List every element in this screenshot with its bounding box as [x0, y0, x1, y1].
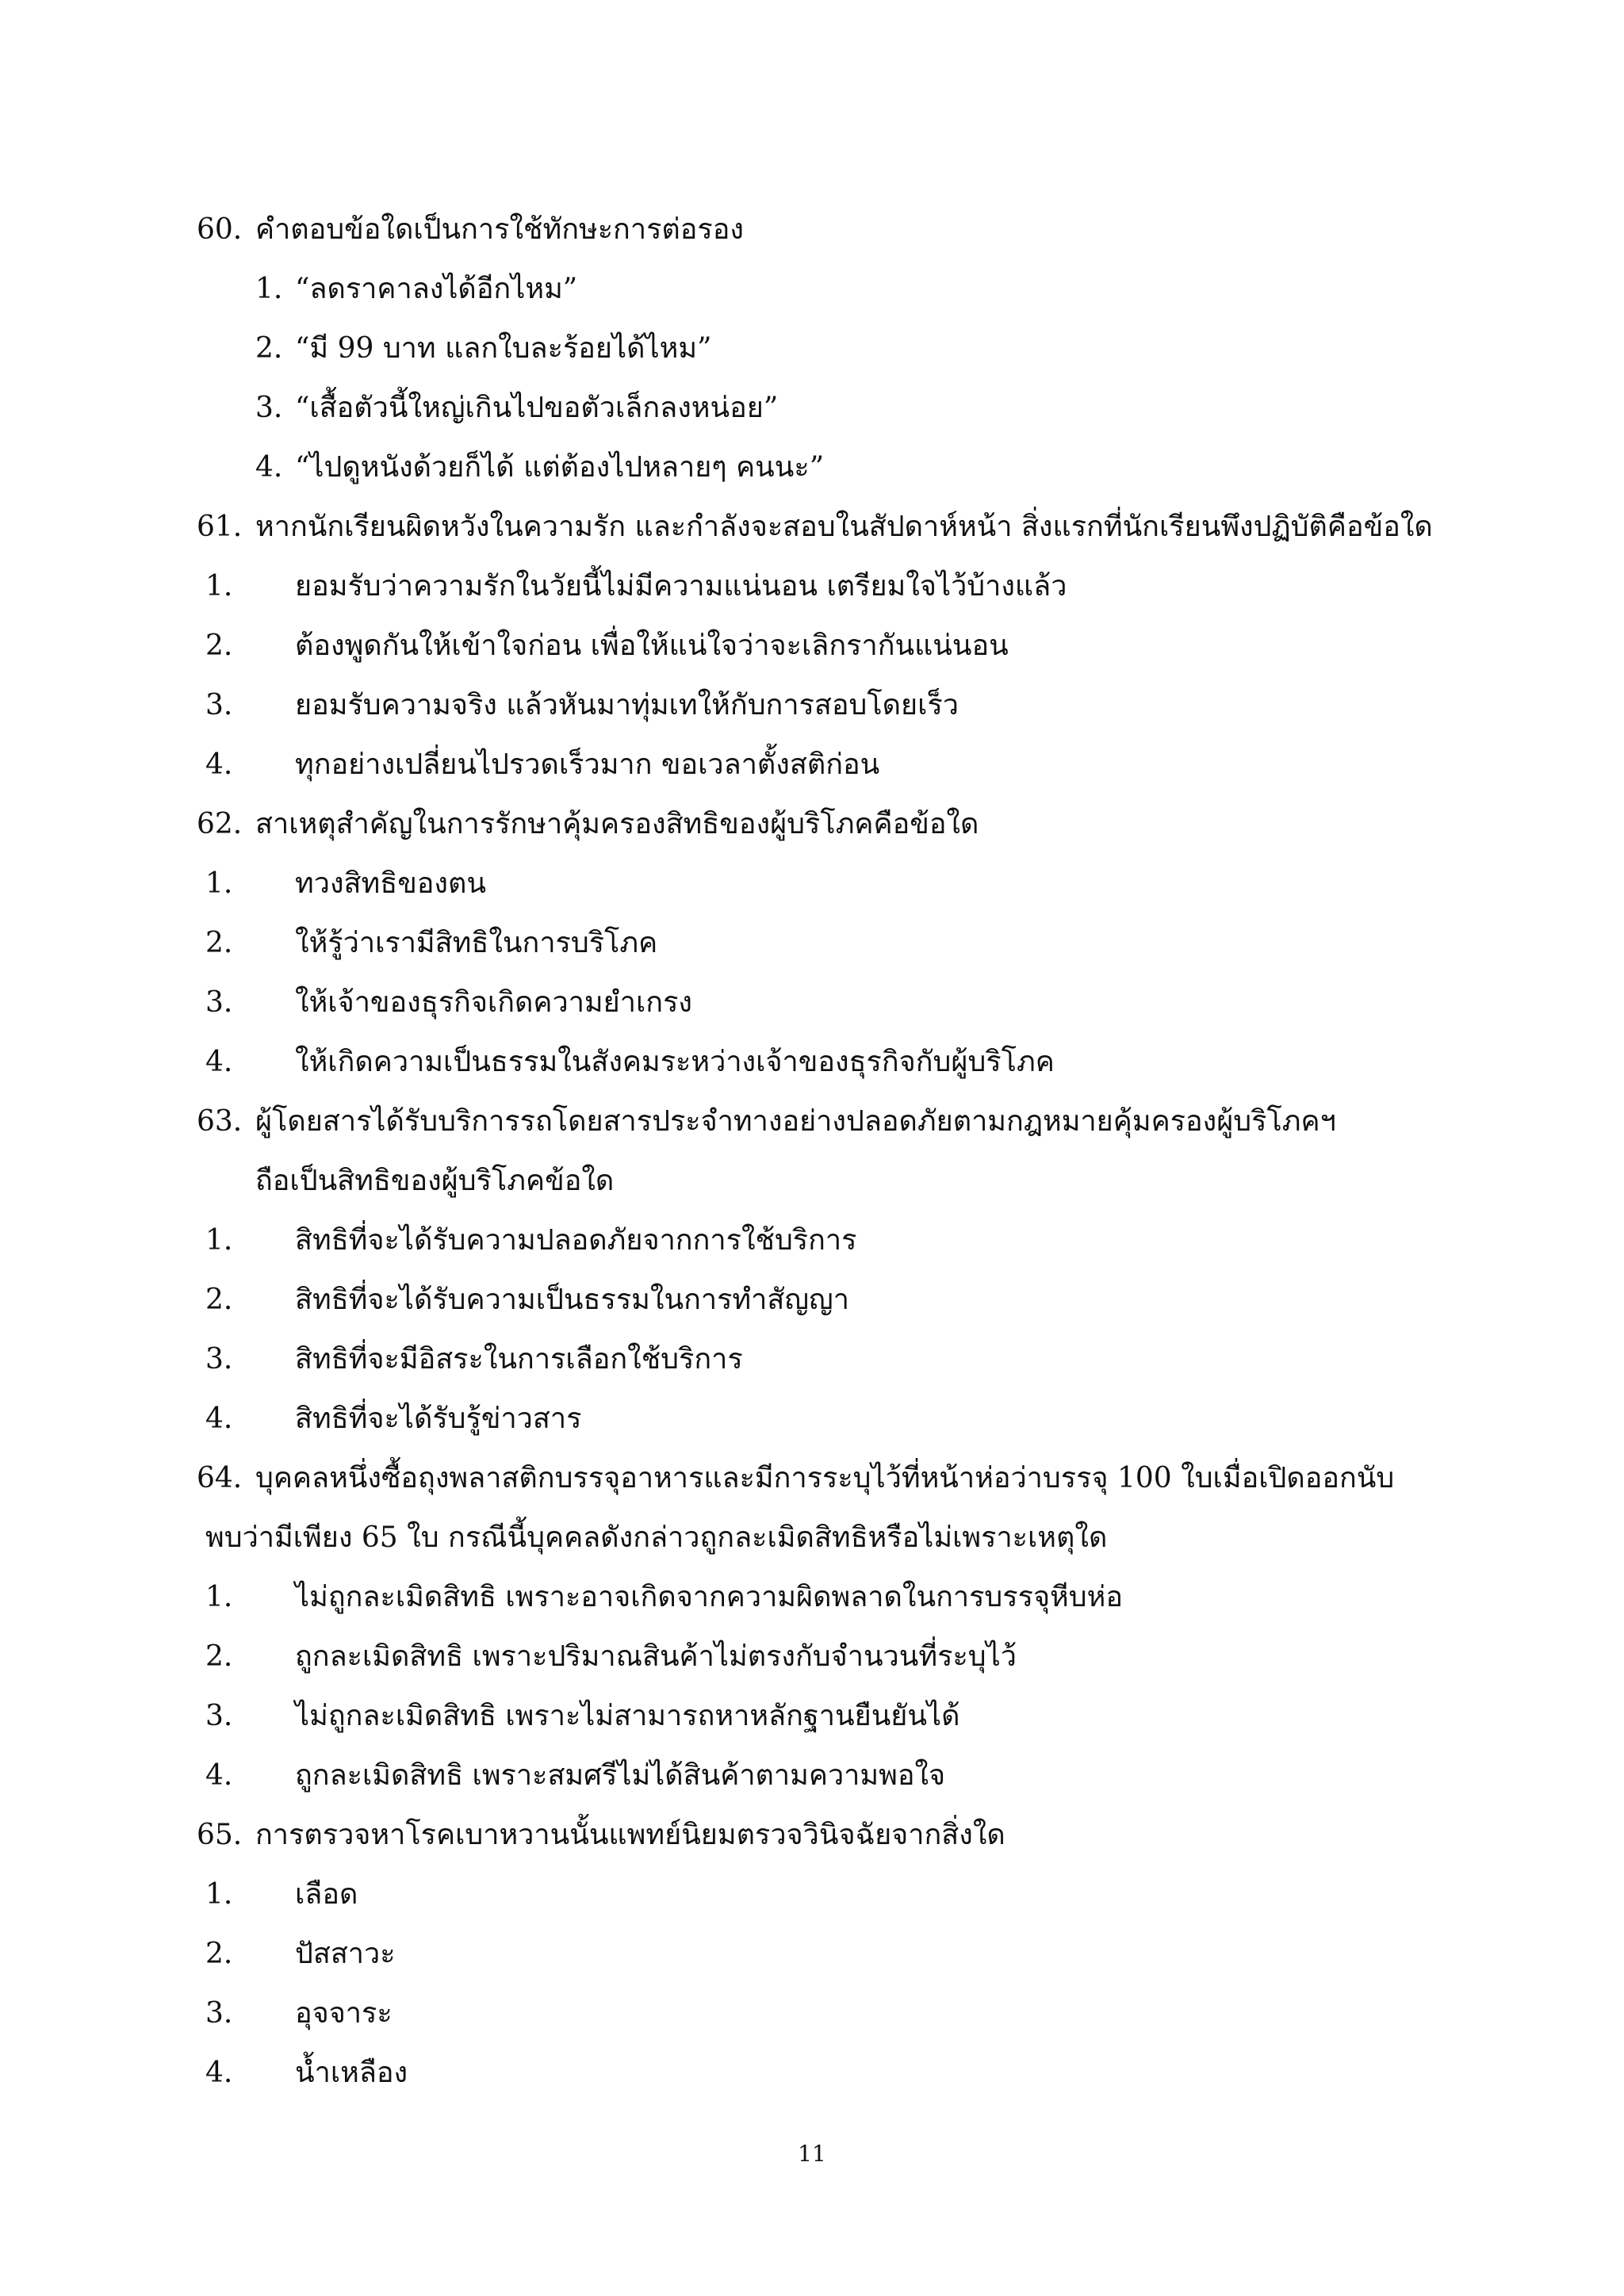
option-number: 4. [205, 1402, 233, 1435]
option-text: ถูกละเมิดสิทธิ เพราะสมศรีไม่ได้สินค้าตามความพอใจ [295, 1759, 946, 1792]
option-number: 4. [205, 1046, 233, 1078]
option-text: ยอมรับว่าความรักในวัยนี้ไม่มีความแน่นอน เตรียมใจไว้บ้างแล้ว [295, 570, 1067, 603]
question-number: 60. [197, 213, 243, 246]
option-text: สิทธิที่จะมีอิสระในการเลือกใช้บริการ [295, 1343, 743, 1376]
option-text: “ไปดูหนังด้วยก็ได้ แต่ต้องไปหลายๆ คนนะ” [295, 451, 825, 484]
option-number: 4. [205, 748, 233, 781]
option-text: สิทธิที่จะได้รับความปลอดภัยจากการใช้บริการ [295, 1224, 857, 1257]
option-number: 3. [205, 1700, 233, 1732]
option-text: “มี 99 บาท แลกใบละร้อยได้ไหม” [295, 332, 712, 365]
option-text: ให้รู้ว่าเรามีสิทธิในการบริโภค [295, 927, 658, 959]
question-number: 61. [197, 511, 243, 543]
option-number: 2. [255, 332, 283, 365]
question-text: สาเหตุสำคัญในการรักษาคุ้มครองสิทธิของผู้บริโภคคือข้อใด [255, 808, 979, 840]
option-number: 1. [205, 1878, 233, 1911]
option-number: 3. [205, 986, 233, 1019]
option-number: 3. [205, 1997, 233, 2030]
question-text: พบว่ามีเพียง 65 ใบ กรณีนี้บุคคลดังกล่าวถูกละเมิดสิทธิหรือไม่เพราะเหตุใด [205, 1521, 1108, 1554]
question-text: ถือเป็นสิทธิของผู้บริโภคข้อใด [255, 1165, 615, 1197]
question-number: 64. [197, 1462, 243, 1494]
option-number: 1. [205, 867, 233, 900]
option-number: 2. [205, 927, 233, 959]
option-number: 3. [205, 689, 233, 721]
option-text: อุจจาระ [295, 1997, 393, 2030]
option-number: 1. [205, 570, 233, 603]
option-text: “ลดราคาลงได้อีกไหม” [295, 273, 578, 305]
option-text: สิทธิที่จะได้รับรู้ข่าวสาร [295, 1402, 582, 1435]
option-number: 1. [255, 273, 283, 305]
option-number: 4. [255, 451, 283, 484]
option-text: น้ำเหลือง [295, 2057, 408, 2089]
question-text: การตรวจหาโรคเบาหวานนั้นแพทย์นิยมตรวจวินิจฉัยจากสิ่งใด [255, 1819, 1005, 1851]
option-number: 3. [205, 1343, 233, 1376]
option-number: 1. [205, 1224, 233, 1257]
option-text: “เสื้อตัวนี้ใหญ่เกินไปขอตัวเล็กลงหน่อย” [295, 392, 779, 424]
option-text: ยอมรับความจริง แล้วหันมาทุ่มเทให้กับการสอบโดยเร็ว [295, 689, 959, 721]
option-text: ทุกอย่างเปลี่ยนไปรวดเร็วมาก ขอเวลาตั้งสติก่อน [295, 748, 880, 781]
option-number: 2. [205, 1640, 233, 1673]
question-text: ผู้โดยสารได้รับบริการรถโดยสารประจำทางอย่างปลอดภัยตามกฎหมายคุ้มครองผู้บริโภคฯ [255, 1105, 1336, 1138]
question-number: 62. [197, 808, 243, 840]
option-text: ทวงสิทธิของตน [295, 867, 486, 900]
option-number: 2. [205, 1284, 233, 1316]
option-text: ให้เจ้าของธุรกิจเกิดความยำเกรง [295, 986, 692, 1019]
question-text: คำตอบข้อใดเป็นการใช้ทักษะการต่อรอง [255, 213, 744, 246]
question-text: บุคคลหนึ่งซื้อถุงพลาสติกบรรจุอาหารและมีการระบุไว้ที่หน้าห่อว่าบรรจุ 100 ใบเมื่อเปิดออกนับ [255, 1462, 1395, 1494]
option-text: สิทธิที่จะได้รับความเป็นธรรมในการทำสัญญา [295, 1284, 849, 1316]
question-number: 65. [197, 1819, 243, 1851]
option-text: ไม่ถูกละเมิดสิทธิ เพราะไม่สามารถหาหลักฐานยืนยันได้ [295, 1700, 960, 1732]
option-text: เลือด [295, 1878, 358, 1911]
option-text: ไม่ถูกละเมิดสิทธิ เพราะอาจเกิดจากความผิดพลาดในการบรรจุหีบห่อ [295, 1581, 1123, 1613]
page-number: 11 [798, 2141, 826, 2167]
option-text: ต้องพูดกันให้เข้าใจก่อน เพื่อให้แน่ใจว่าจะเลิกรากันแน่นอน [295, 629, 1009, 662]
option-text: ปัสสาวะ [295, 1938, 396, 1970]
option-number: 4. [205, 1759, 233, 1792]
question-text: หากนักเรียนผิดหวังในความรัก และกำลังจะสอบในสัปดาห์หน้า สิ่งแรกที่นักเรียนพึงปฏิบัติคือข้อใด [255, 511, 1433, 543]
option-text: ให้เกิดความเป็นธรรมในสังคมระหว่างเจ้าของธุรกิจกับผู้บริโภค [295, 1046, 1055, 1078]
option-number: 1. [205, 1581, 233, 1613]
option-number: 2. [205, 629, 233, 662]
option-number: 2. [205, 1938, 233, 1970]
question-number: 63. [197, 1105, 243, 1138]
option-number: 4. [205, 2057, 233, 2089]
option-text: ถูกละเมิดสิทธิ เพราะปริมาณสินค้าไม่ตรงกับจำนวนที่ระบุไว้ [295, 1640, 1017, 1673]
option-number: 3. [255, 392, 283, 424]
